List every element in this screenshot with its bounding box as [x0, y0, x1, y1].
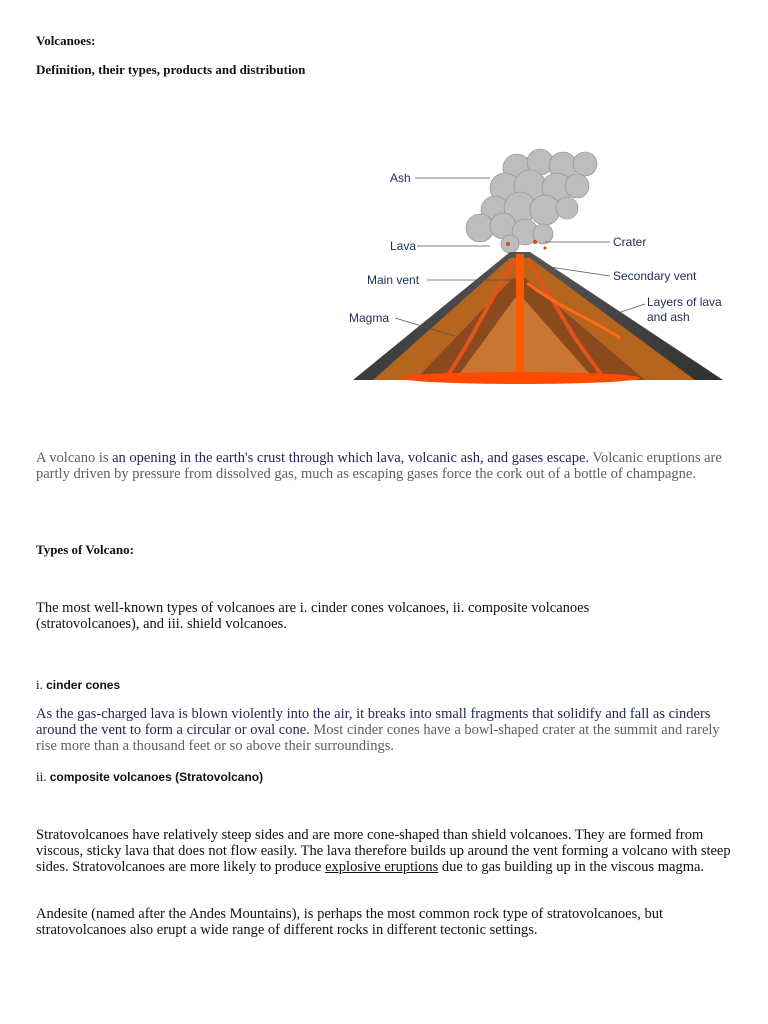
main-vent [516, 254, 524, 380]
label-ash: Ash [390, 171, 411, 185]
label-layers-line1: Layers of lava [647, 295, 722, 309]
definition-part1: A volcano is [36, 450, 113, 466]
label-secondary-vent: Secondary vent [613, 269, 697, 283]
composite-title: composite volcanoes (Stratovolcano) [49, 770, 264, 784]
composite-p1-before: Stratovolcanoes have relatively steep sides and are more cone-shaped than shield volcanoes. They are formed from viscous, sticky lava that does not flow easily. The lava therefore builds up around the vent forming a volcano with steep sides. Stratovolcanoes are more likely to produce [36, 827, 731, 875]
composite-paragraph-2: Andesite (named after the Andes Mountains), is perhaps the most common rock type of stratovolcanoes, but stratovolcanoes also erupt a wide range of different rocks in different tectonic settings. [36, 906, 663, 938]
explosive-eruptions-link[interactable]: explosive eruptions [325, 859, 439, 875]
page-title: Volcanoes: [36, 33, 96, 48]
definition-part3: Volcanic eruptions are partly driven by pressure from dissolved gas, much as escaping gases force the cork out of a bottle of champagne. [36, 450, 722, 482]
ash-cloud [466, 149, 597, 253]
label-main-vent: Main vent [367, 273, 420, 287]
cinder-part2: Most cinder cones have a bowl-shaped crater at the summit and rarely rise more than a thousand feet or so above their surroundings. [36, 722, 720, 754]
label-magma: Magma [349, 311, 390, 325]
magma-chamber [400, 372, 640, 384]
types-intro: The most well-known types of volcanoes are i. cinder cones volcanoes, ii. composite volcanoes (stratovolcanoes), and iii. shield volcanoes. [36, 600, 590, 632]
cinder-paragraph [36, 706, 736, 754]
types-heading: Types of Volcano: [36, 542, 134, 557]
definition-paragraph [36, 450, 736, 482]
cinder-part1: As the gas-charged lava is blown violently into the air, it breaks into small fragments that solidify and fall as cinders around the vent to form a circular or oval cone. [36, 706, 711, 738]
composite-heading [36, 769, 736, 785]
label-layers-line2: and ash [647, 310, 690, 324]
label-crater: Crater [613, 235, 647, 249]
composite-paragraph-1 [36, 827, 736, 875]
label-lava: Lava [390, 239, 417, 253]
volcano-diagram [345, 148, 740, 384]
composite-number: ii. [36, 769, 50, 784]
cinder-number: i. [36, 677, 47, 692]
cinder-heading [36, 677, 736, 693]
page-subtitle: Definition, their types, products and distribution [36, 62, 306, 77]
definition-part2: an opening in the earth's crust through which lava, volcanic ash, and gases escape. [112, 450, 590, 466]
cinder-title: cinder cones [46, 678, 121, 692]
composite-p1-after: due to gas building up in the viscous magma. [438, 859, 705, 875]
